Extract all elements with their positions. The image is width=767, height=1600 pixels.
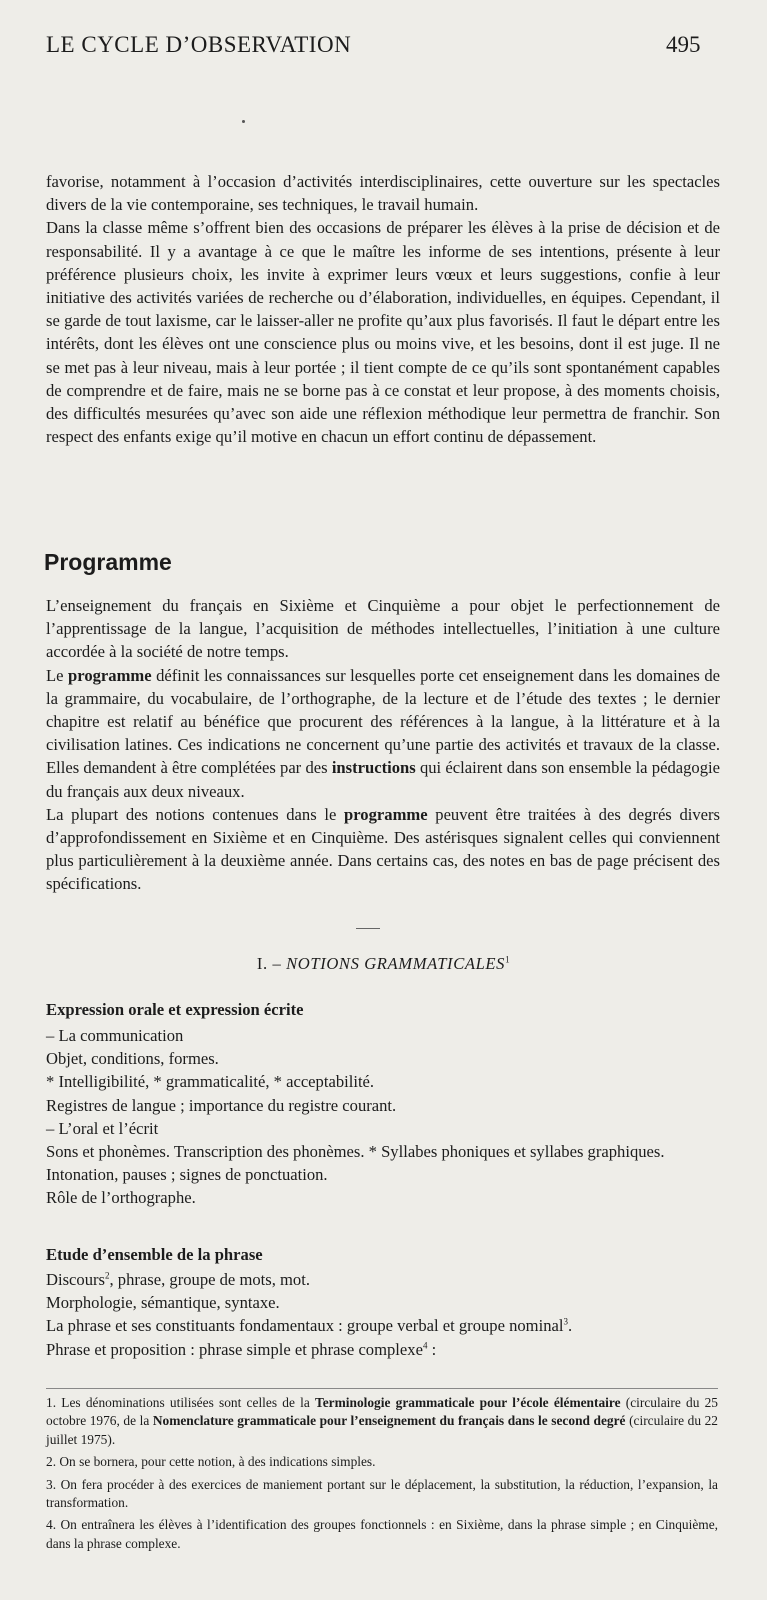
text-run: La phrase et ses constituants fondamentaux : groupe verbal et groupe nominal xyxy=(46,1316,564,1336)
footnotes xyxy=(46,1394,718,1557)
part-number: I. – xyxy=(256,954,282,973)
footnote-4: 4. On entraînera les élèves à l’identification des groupes fonctionnels : en Sixième, dans la phrase simple ; en Cinquième, dans la phrase complexe. xyxy=(46,1517,718,1551)
text-run: (circulaire du 22 juillet 1975). xyxy=(46,1413,718,1447)
page-number: 495 xyxy=(666,32,701,57)
list-line: Intonation, pauses ; signes de ponctuation. xyxy=(46,1165,328,1185)
text-run: Le xyxy=(46,665,64,685)
bold-term: Nomenclature grammaticale pour l’enseignement du français dans le second degré xyxy=(152,1413,626,1429)
list-line: Morphologie, sémantique, syntaxe. xyxy=(46,1293,280,1313)
paper-speck xyxy=(242,120,245,123)
intro-paragraph: Dans la classe même s’offrent bien des occasions de préparer les élèves à la prise de décision et de responsabilité. Il y a avantage à ce que le maître les informe de ses intentions, présente à leur préférence plusieurs choix, les invite à exprimer leurs vœux et leurs suggestions, confie à leur initiative des activités variées de recherche ou d’élaboration, individuelles, en équipes. Cependant, il se garde de tout laxisme, car le laisser-aller ne profite qu’aux plus favorisés. Il faut le départ entre les intérêts, dont les élèves ont une conscience plus ou moins vive, et les besoins, dont il est juge. Il ne se met pas à leur niveau, mais à leur portée ; il tient compte de ce qu’ils sont spontanément capables de comprendre et de faire, mais ne se borne pas à ce constat et leur propose, à des moments choisis, des difficultés mesurées qu’avec son aide une réflexion méthodique leur permettra de franchir. Son respect des enfants exige qu’il motive en chacun un effort continu de dépassement. xyxy=(46,218,720,447)
bold-term: instructions xyxy=(331,758,416,778)
programme-heading: Programme xyxy=(44,549,172,575)
footnote-ref: 3 xyxy=(563,1316,568,1327)
list-line: Objet, conditions, formes. xyxy=(46,1049,219,1069)
section-divider xyxy=(356,928,380,929)
text-run: Phrase et proposition : phrase simple et phrase complexe xyxy=(46,1339,423,1359)
bold-term: programme xyxy=(68,665,152,685)
intro-paragraph: favorise, notamment à l’occasion d’activités interdisciplinaires, cette ouverture sur les spectacles divers de la vie contemporaine, ses techniques, le travail humain. xyxy=(46,172,720,215)
text-run: (circulaire du 25 octobre 1976, de la xyxy=(46,1395,719,1429)
text-run: 1. Les dénominations utilisées sont celles de la xyxy=(46,1395,310,1410)
list-line: – L’oral et l’écrit xyxy=(46,1118,159,1138)
programme-paragraph-2 xyxy=(46,664,720,803)
text-run: définit les connaissances sur lesquelles porte cet enseignement dans les domaines de la grammaire, du vocabulaire, de l’orthographe, de la lecture et de l’étude des textes ; le dernier chapitre est relatif au bénéfice que procurent des références à la langue, à la littérature et à la civilisation latines. Ces indications ne concernent qu’une partie des activités et travaux de la classe. Elles demandent à être complétées par des xyxy=(46,665,720,778)
programme-paragraph-1: L’enseignement du français en Sixième et Cinquième a pour objet le perfectionnement de l’apprentissage de la langue, l’acquisition de méthodes intellectuelles, l’initiation à une culture accordée à la société de notre temps. xyxy=(46,596,720,662)
programme-text xyxy=(46,594,720,896)
list-line: – La communication xyxy=(46,1026,184,1045)
running-title: LE CYCLE D’OBSERVATION xyxy=(46,32,352,57)
footnote-3: 3. On fera procéder à des exercices de maniement portant sur le déplacement, la substitution, la réduction, l’expansion, la transformation. xyxy=(46,1476,718,1511)
list-line: * Intelligibilité, * grammaticalité, * acceptabilité. xyxy=(46,1072,375,1092)
footnote-2: 2. On se bornera, pour cette notion, à des indications simples. xyxy=(46,1454,376,1470)
part-title-text: NOTIONS GRAMMATICALES xyxy=(286,954,506,973)
footnote-ref: 2 xyxy=(105,1270,110,1281)
text-run: , phrase, groupe de mots, mot. xyxy=(109,1270,310,1289)
footnote-1 xyxy=(46,1394,718,1449)
list-line: Rôle de l’orthographe. xyxy=(46,1188,196,1208)
bold-term: programme xyxy=(344,804,428,824)
footnote-ref: 1 xyxy=(505,954,511,965)
expression-heading: Expression orale et expression écrite xyxy=(46,1000,304,1019)
text-run: qui éclairent dans son ensemble la pédagogie du français aux deux niveaux. xyxy=(46,758,720,801)
text-run: : xyxy=(427,1339,437,1359)
list-line: Sons et phonèmes. Transcription des phonèmes. * Syllabes phoniques et syllabes graphiques. xyxy=(46,1142,665,1162)
etude-list xyxy=(46,1268,726,1361)
list-line xyxy=(46,1268,726,1291)
list-line xyxy=(46,1338,726,1361)
etude-heading: Etude d’ensemble de la phrase xyxy=(46,1245,263,1264)
text-run: . xyxy=(567,1316,573,1336)
programme-paragraph-3 xyxy=(46,803,720,896)
text-run: Discours xyxy=(46,1270,105,1289)
bold-term: Terminologie grammaticale pour l’école élémentaire xyxy=(315,1395,621,1410)
footnote-ref: 4 xyxy=(422,1340,428,1351)
footnote-divider xyxy=(46,1388,718,1389)
text-run: peuvent être traitées à des degrés divers d’approfondissement en Sixième et en Cinquième. Des astérisques signalent celles qui conviennent plus particulièrement à la deuxième année. Dans certains cas, des notes en bas de page précisent des spécifications. xyxy=(46,804,720,894)
expression-list xyxy=(46,1024,726,1210)
intro-text xyxy=(46,170,720,448)
list-line: Registres de langue ; importance du registre courant. xyxy=(46,1095,397,1115)
part-title xyxy=(0,954,767,974)
list-line xyxy=(46,1314,726,1337)
text-run: La plupart des notions contenues dans le xyxy=(46,804,337,824)
